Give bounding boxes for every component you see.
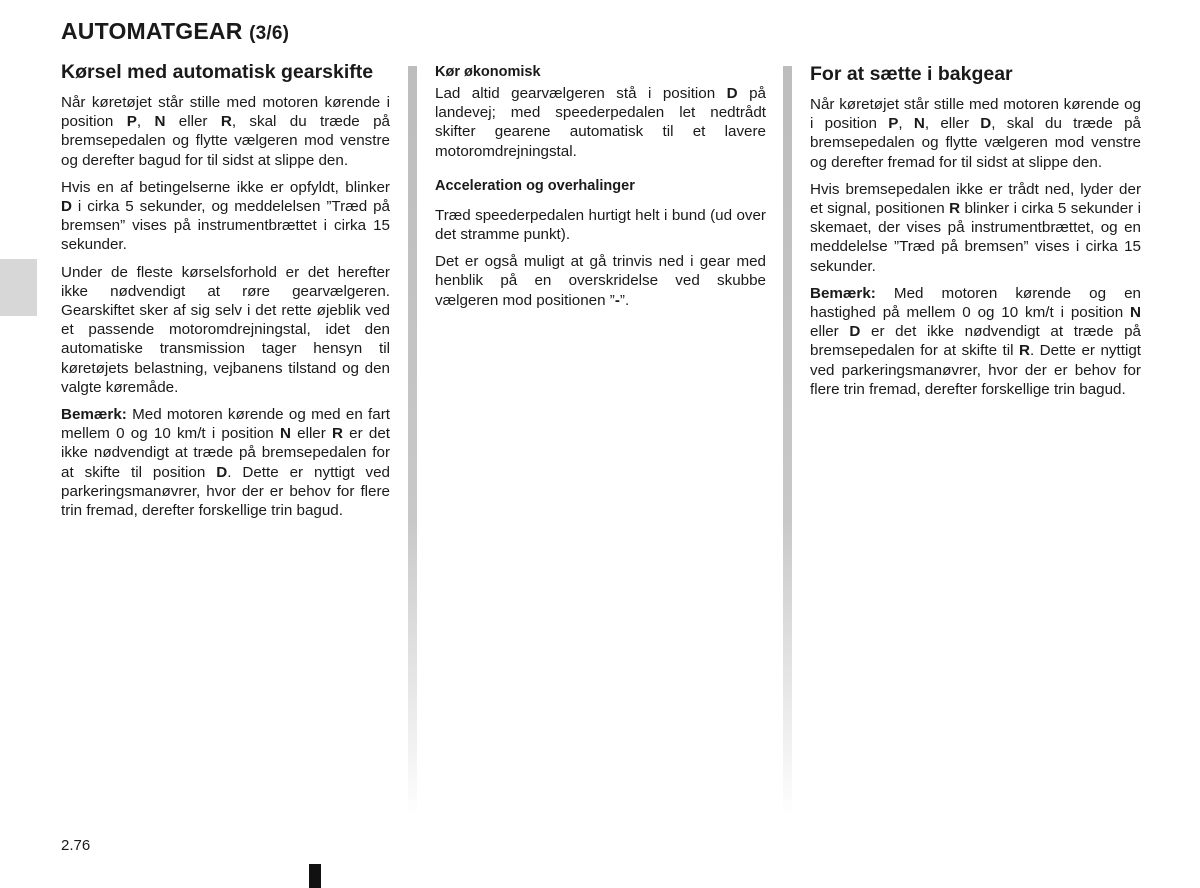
column-divider-right	[783, 66, 792, 820]
paragraph-economic-driving: Lad altid gearvælgeren stå i position D på landevej; med speederpedalen let nedtrådt skifter gearene automatisk til et lavere motoromdrejningstal.	[435, 85, 766, 160]
chapter-side-tab	[0, 259, 37, 316]
page-title-part: (3/6)	[249, 23, 290, 44]
paragraph-reverse-procedure: Når køretøjet står stille med motoren kørende og i position P, N, eller D, skal du træde på bremsepedalen og flytte vælgeren mod venstre og derefter fremad for til sidst at slippe den.	[810, 96, 1141, 171]
note-paragraph: Bemærk: Med motoren kørende og med en fart mellem 0 og 10 km/t i position N eller R er det ikke nødvendigt at træde på bremsepedalen for at skifte til position D. Dette er nyttigt ved parkeringsmanøvrer, hvor der er behov for flere trin fremad, derefter forskellige trin bagud.	[61, 406, 390, 520]
bottom-crop-mark	[309, 864, 321, 888]
page-title-text: AUTOMATGEAR	[61, 18, 243, 44]
paragraph-driving-conditions: Under de fleste kørselsforhold er det herefter ikke nødvendigt at røre gearvælgeren. Gearskiftet sker af sig selv i det rette øjeblik ved et passende motoromdrejningstal, idet den automatiske transmission tager hensyn til køretøjets belastning, vejbanens tilstand og den valgte køremåde.	[61, 263, 390, 396]
paragraph-conditions-not-met: Hvis en af betingelserne ikke er opfyldt, blinker D i cirka 5 sekunder, og meddelelsen ”Træd på bremsen” vises på instrumentbrættet i cirka 15 sekunder.	[61, 178, 390, 254]
paragraph-brake-not-pressed: Hvis bremsepedalen ikke er trådt ned, lyder der et signal, positionen R blinker i cirka 5 sekunder i skemaet, der vises på instrumentbrættet, og en meddelelse ”Træd på bremsen” vises i cirka 15 sekunder.	[810, 180, 1142, 275]
paragraph-kickdown: Træd speederpedalen hurtigt helt i bund (ud over det stramme punkt).	[435, 206, 766, 244]
page-title	[61, 18, 289, 45]
section-heading-automatic-shifting: Kørsel med automatisk gearskifte	[61, 61, 374, 83]
page-number: 2.76	[61, 837, 91, 854]
subheading-acceleration: Acceleration og overhalinger	[435, 177, 635, 194]
column-middle	[435, 63, 766, 318]
section-heading-reverse-gear: For at sætte i bakgear	[810, 63, 1013, 85]
column-divider-left	[408, 66, 417, 820]
subheading-economic-driving: Kør økonomisk	[435, 64, 541, 80]
column-right	[810, 62, 1141, 407]
column-left	[61, 60, 390, 528]
paragraph-start-procedure: Når køretøjet står stille med motoren kørende i position P, N eller R, skal du træde på bremsepedalen og flytte vælgeren mod venstre og derefter bagud for til sidst at slippe den.	[61, 94, 390, 169]
note-paragraph: Bemærk: Med motoren kørende og en hastighed på mellem 0 og 10 km/t i position N eller D er det ikke nødvendigt at træde på bremsepedalen for at skifte til R. Dette er nyttigt ved parkeringsmanøvrer, hvor der er behov for flere trin fremad, derefter forskellige trin bagud.	[810, 284, 1142, 398]
paragraph-manual-downshift: Det er også muligt at gå trinvis ned i gear med henblik på en overskridelse ved skubbe vælgeren mod positionen ”-”.	[435, 253, 766, 309]
